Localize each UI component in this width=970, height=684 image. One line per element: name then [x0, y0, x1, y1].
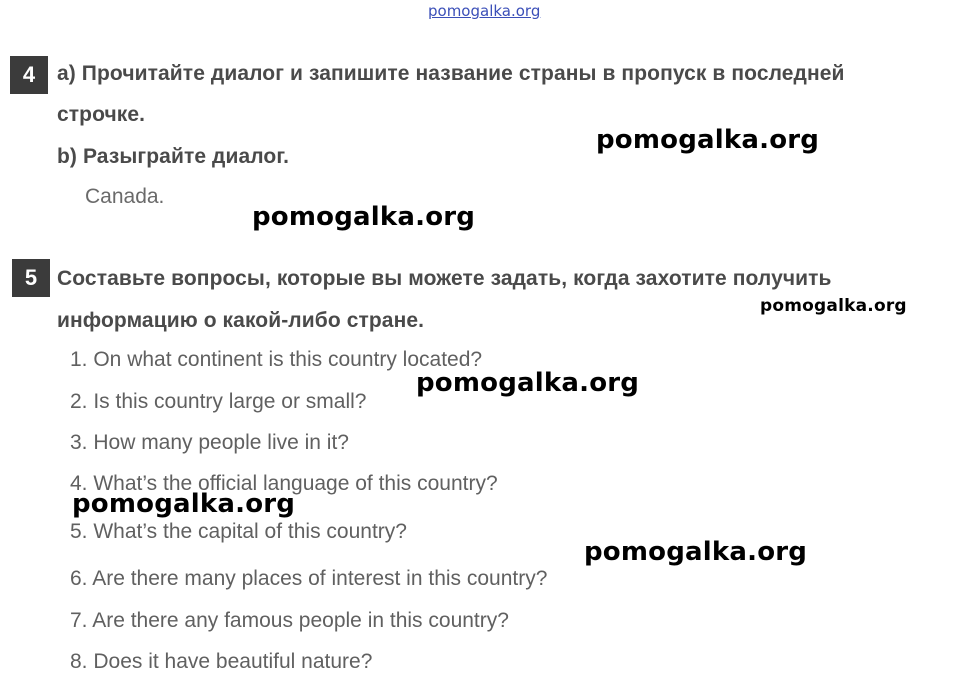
task-4-instruction-b: b) Разыграйте диалог. [57, 145, 290, 168]
task-5-instruction-line1: Составьте вопросы, которые вы можете задать, когда захотите получить [57, 267, 832, 290]
task-4-number-badge: 4 [10, 56, 48, 94]
task-5-instruction-line2: информацию о какой-либо стране. [57, 309, 425, 332]
task-5-number-badge: 5 [12, 259, 50, 297]
watermark: pomogalka.org [596, 125, 820, 155]
question-item: 3. How many people live in it? [70, 431, 349, 454]
question-item: 1. On what continent is this country located? [70, 348, 483, 371]
question-item: 6. Are there many places of interest in this country? [70, 567, 548, 590]
question-item: 7. Are there any famous people in this country? [70, 609, 509, 632]
watermark: pomogalka.org [584, 537, 808, 567]
site-link[interactable]: pomogalka.org [428, 2, 541, 20]
watermark: pomogalka.org [252, 202, 476, 232]
watermark: pomogalka.org [760, 296, 907, 316]
watermark: pomogalka.org [72, 489, 296, 519]
watermark: pomogalka.org [416, 368, 640, 398]
question-item: 4. What’s the official language of this country? [70, 472, 498, 495]
task-4-instruction-a-line2: строчке. [57, 103, 146, 126]
task-4-answer: Canada. [85, 185, 165, 208]
task-4-instruction-a-line1: a) Прочитайте диалог и запишите название страны в пропуск в последней [57, 62, 845, 85]
question-item: 2. Is this country large or small? [70, 390, 367, 413]
question-item: 8. Does it have beautiful nature? [70, 650, 373, 673]
question-item: 5. What’s the capital of this country? [70, 520, 407, 543]
